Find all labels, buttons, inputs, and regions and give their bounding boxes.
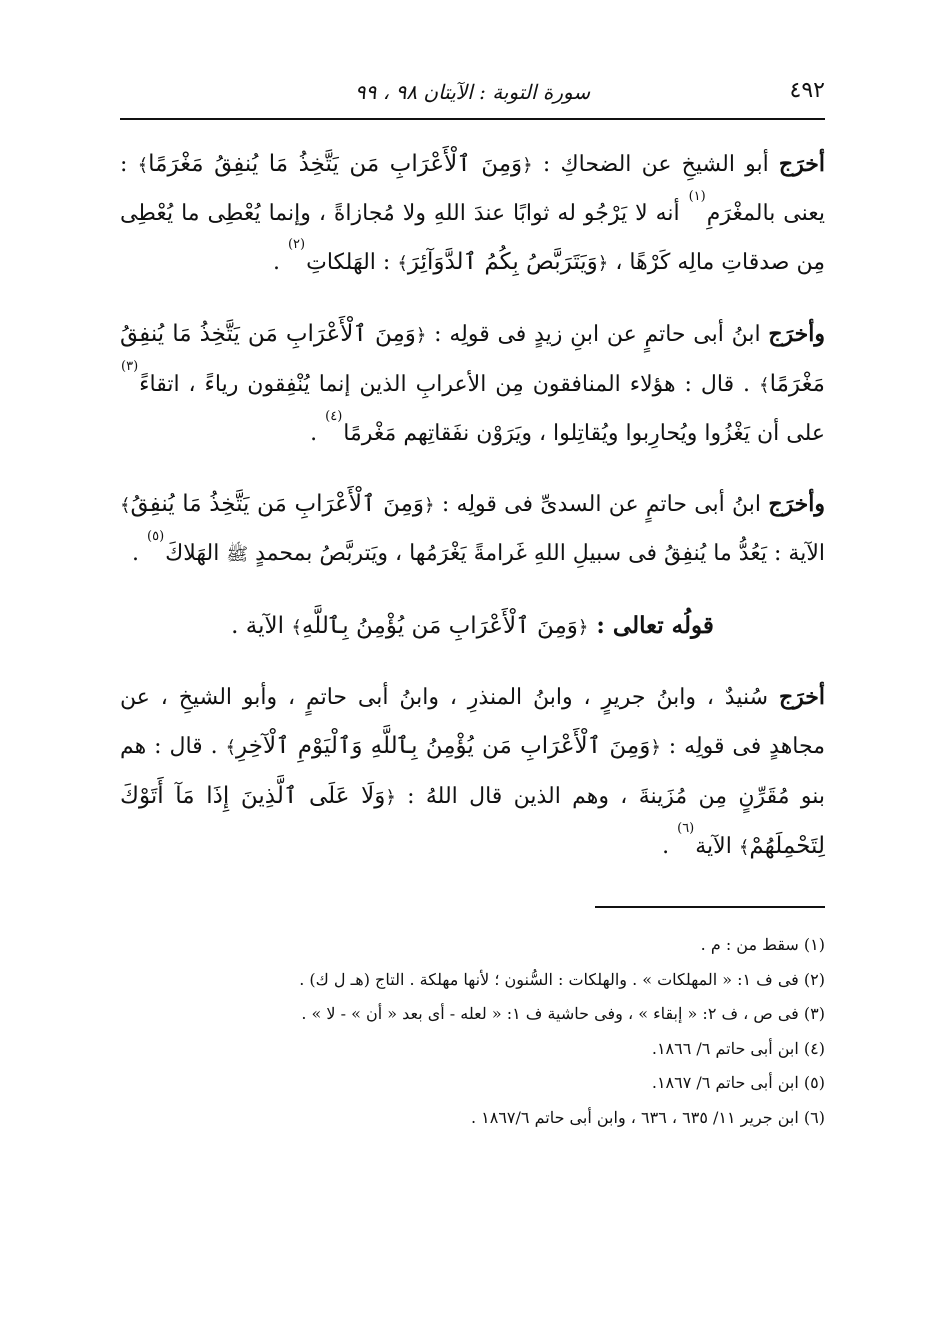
quran-close-bracket: ﴾ [120,495,131,516]
section-heading [120,601,825,653]
book-page [120,70,825,1270]
paragraph-text: أبو الشيخِ عن الضحاكِ : [532,152,769,177]
running-header [120,70,825,120]
quran-verse: وَيَتَرَبَّصُ بِكُمُ ٱلدَّوَآئِرَ [407,249,598,275]
footnote-ref-2[interactable]: (٢) [287,237,306,252]
paragraph-text: . [662,834,677,859]
paragraph-text: . قال : هم بنو مُقَرِّنٍ مِن مُزَينةَ ، وهم الذين قال اللهُ : [120,734,825,809]
quran-open-bracket: ﴿ [650,737,661,758]
body-text [120,140,825,872]
paragraph-text: على أن يَغْزُوا ويُحارِبوا ويُقاتِلوا ، ويَرَوْن نفَقاتِهم مَغْرمًا [343,421,825,446]
paragraph-1 [120,140,825,288]
quran-open-bracket: ﴿ [597,253,609,274]
paragraph-4 [120,673,825,872]
footnote-3: (٣) فى ص ، ف ٢: « إبقاء » ، وفى حاشية ف ١: « لعله - أى بعد « أن » - لا » . [301,1004,825,1023]
paragraph-text: . [310,421,325,446]
paragraph-3 [120,480,825,579]
paragraph-text: سُنيدٌ ، وابنُ جريرٍ ، وابنُ المنذرِ ، وابنُ أبى حاتمٍ ، وأبو الشيخِ ، عن مجاهدٍ فى قولِه : [120,685,825,759]
paragraph-text: ابنُ أبى حاتمٍ عن السدىِّ فى قولِه : [434,492,762,517]
footnote-ref-5[interactable]: (٥) [147,529,165,544]
paragraph-lead: وأخرَج [768,321,826,347]
paragraph-text: : يعنى بالمغْرَمِ [120,152,826,226]
quran-close-bracket: ﴾ [291,617,302,638]
quran-verse: وَمِنَ ٱلْأَعْرَابِ مَن يُؤْمِنُ بِٱللَّهِ [301,613,578,639]
paragraph-text: أنه لا يَرْجُو له ثوابًا عندَ اللهِ ولا مُجازاةً ، وإنما يُعْطِى ما يُعْطِى مِن صدقاتِ مالِه كَرْهًا ، [120,201,825,275]
paragraph-lead: وأخرَج [768,491,825,517]
header-title: سورة التوبة : الآيتان ٩٨ ، ٩٩ [354,80,591,104]
quran-verse: وَمِنَ ٱلْأَعْرَابِ مَن يَتَّخِذُ مَا يُنفِقُ مَغْرَمًا [120,321,825,397]
quran-close-bracket: ﴾ [225,737,237,758]
footnote-4: (٤) ابن أبى حاتم ٦/ ١٨٦٦. [651,1038,825,1058]
footnote-1: (١) سقط من : م . [700,935,825,954]
paragraph-lead: أخرَج [778,684,825,710]
footnote-6: (٦) ابن جرير ١١/ ٦٣٥ ، ٦٣٦ ، وابن أبى حاتم ١٨٦٧/٦ . [470,1107,825,1127]
quran-verse: وَلَا عَلَى ٱلَّذِينَ إِذَا مَآ أَتَوْكَ لِتَحْمِلَهُمْ [120,783,825,859]
quran-verse: وَمِنَ ٱلْأَعْرَابِ مَن يُؤْمِنُ بِٱللَّهِ وَٱلْيَوْمِ ٱلْآخِرِ [236,733,651,759]
quran-open-bracket: ﴿ [385,787,396,808]
quran-verse: وَمِنَ ٱلْأَعْرَابِ مَن يَتَّخِذُ مَا يُنفِقُ [130,491,425,517]
footnote-5: (٥) ابن أبى حاتم ٦/ ١٨٦٧. [651,1073,825,1092]
quran-close-bracket: ﴾ [137,155,149,176]
footnote-ref-6[interactable]: (٦) [677,821,695,836]
paragraph-text: . قال : هؤلاء المنافقون مِن الأعرابِ الذين إنما يُنْفِقون رياءً ، اتقاءً [139,372,751,397]
quran-open-bracket: ﴿ [424,495,435,516]
quran-open-bracket: ﴿ [522,155,533,176]
footnote-2: (٢) فى ف ١: « المهلكات » . والهلكات : السُّنون ؛ لأنها مهلكة . التاج (هـ ل ك) . [299,969,825,989]
heading-tail: الآية . [231,613,285,639]
paragraph-text: الآية [695,834,732,859]
paragraph-text: الآية : يَعُدُّ ما يُنفِقُ فى سبيلِ اللهِ غَرامةً يَغْرَمُها ، ويَتربَّصُ بمحمدٍ [248,541,825,566]
paragraph-text: . [272,250,287,275]
paragraph-text: ابنُ أبى حاتمٍ عن ابنِ زيدٍ فى قولِه : [426,322,761,347]
paragraph-text: . [132,541,146,566]
footnote-divider [595,906,825,908]
quran-open-bracket: ﴿ [577,617,589,638]
quran-close-bracket: ﴾ [397,253,408,274]
quran-verse: وَمِنَ ٱلْأَعْرَابِ مَن يَتَّخِذُ مَا يُنفِقُ مَغْرَمًا [148,151,523,177]
salla-ligature: ﷺ [226,544,249,565]
paragraph-lead: أخرَج [778,151,825,177]
quran-close-bracket: ﴾ [759,375,770,396]
footnote-ref-3[interactable]: (٣) [121,359,139,374]
footnote-ref-4[interactable]: (٤) [325,409,343,424]
quran-close-bracket: ﴾ [738,837,750,858]
quran-open-bracket: ﴿ [415,325,427,346]
footnotes-list [120,928,825,1135]
heading-lead: قولُه تعالى : [588,612,714,639]
page-number: ٤٩٢ [789,78,825,103]
paragraph-text: الهَلاكَ [165,541,220,566]
paragraph-2 [120,310,825,458]
footnote-ref-1[interactable]: (١) [688,189,706,204]
paragraph-text: : الهَلكاتِ [306,250,391,275]
